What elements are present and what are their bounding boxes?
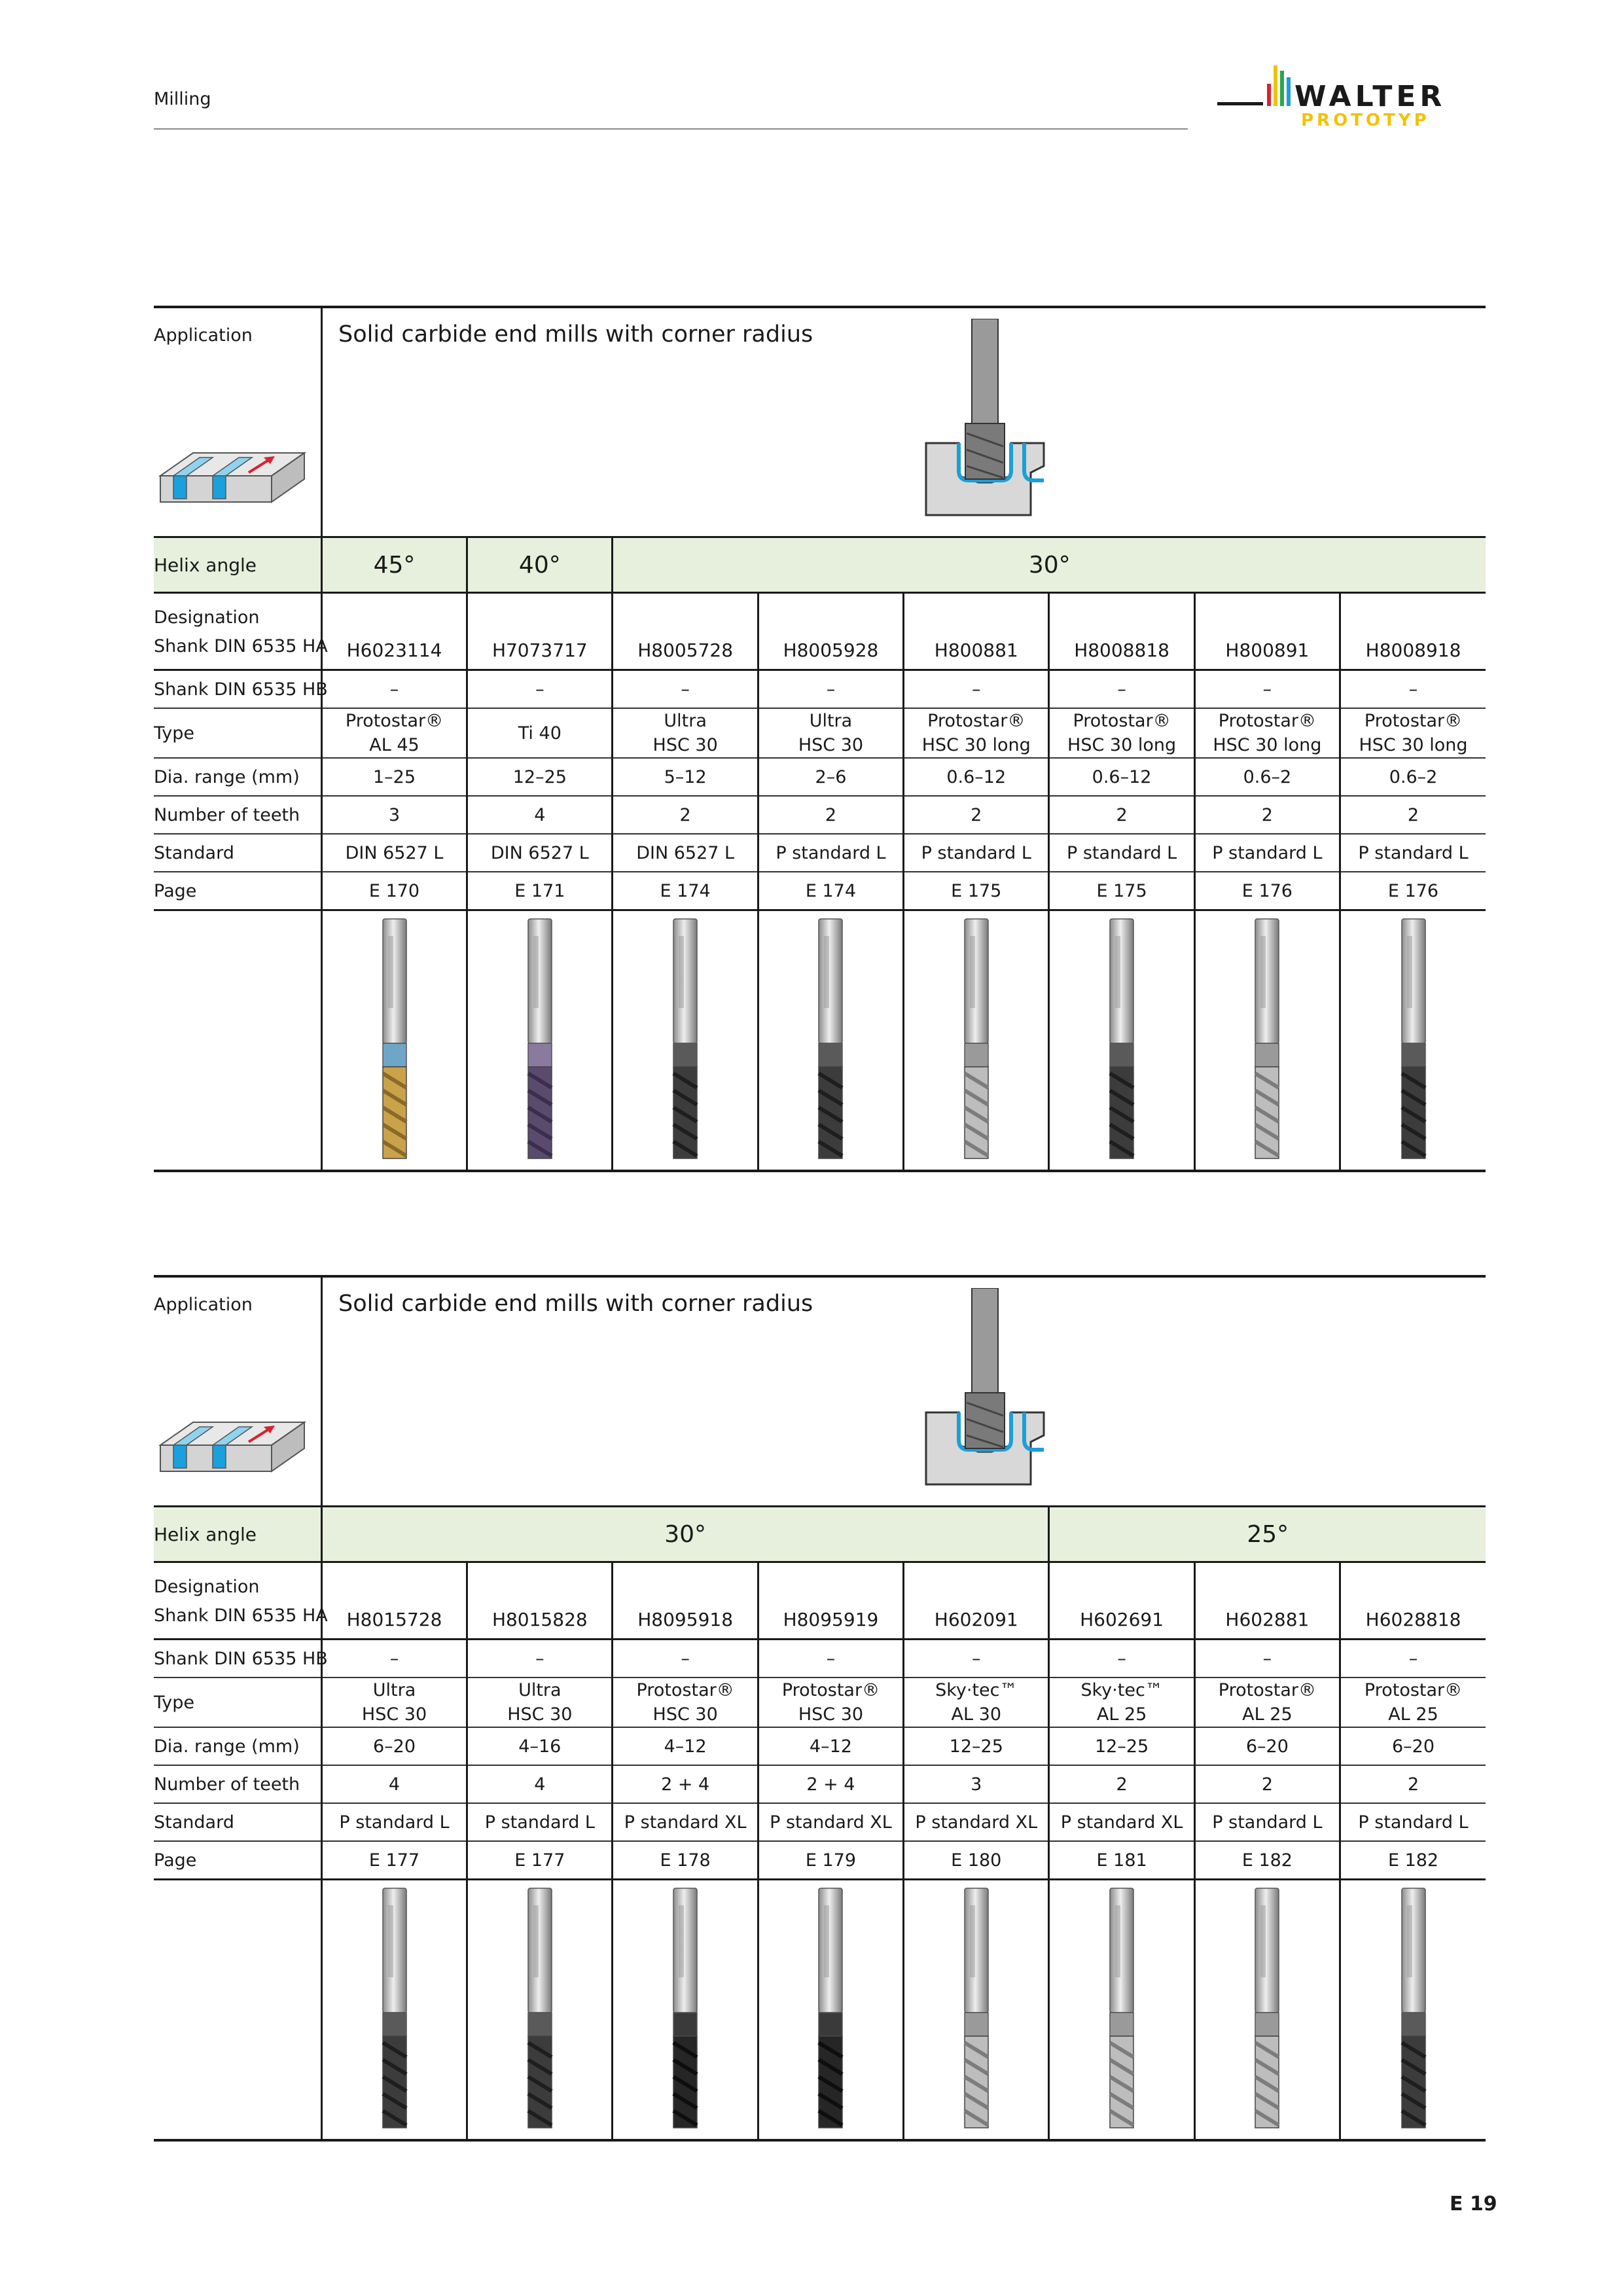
- page-link[interactable]: E 177: [321, 1841, 467, 1880]
- shank-ha-code: H602091: [904, 1562, 1049, 1640]
- shank-hb-label: Shank DIN 6535 HB: [154, 1640, 321, 1678]
- shank-hb-code: –: [904, 1640, 1049, 1678]
- end-mill-image: [514, 1886, 566, 2134]
- type-row: [154, 708, 1486, 758]
- teeth-cell: 2: [1194, 1765, 1340, 1803]
- designation-label: Designation: [154, 1577, 260, 1597]
- tool-image-row: [154, 910, 1486, 1172]
- teeth-cell: 2 + 4: [613, 1765, 758, 1803]
- application-label: Application: [154, 1295, 253, 1315]
- helix-value: 40°: [467, 537, 613, 593]
- helix-row: [154, 1507, 1486, 1562]
- shank-ha-code: H800881: [904, 593, 1049, 670]
- type-cell: Sky·tec™ AL 25: [1049, 1677, 1194, 1727]
- application-label: Application: [154, 325, 253, 346]
- type-cell: Protostar® AL 25: [1194, 1677, 1340, 1727]
- teeth-cell: 2: [904, 796, 1049, 834]
- type-cell: Sky·tec™ AL 30: [904, 1677, 1049, 1727]
- teeth-cell: 2: [1340, 1765, 1486, 1803]
- page-link[interactable]: E 182: [1340, 1841, 1486, 1880]
- helix-value: 25°: [1049, 1507, 1486, 1562]
- standard-label: Standard: [154, 834, 321, 872]
- walter-prototyp-logo: [1217, 58, 1492, 136]
- standard-cell: P standard L: [321, 1803, 467, 1841]
- page-number: E 19: [1450, 2193, 1497, 2215]
- standard-label: Standard: [154, 1803, 321, 1841]
- shank-hb-code: –: [1049, 670, 1194, 709]
- dia-cell: 4–12: [758, 1727, 903, 1765]
- teeth-cell: 2: [1049, 796, 1194, 834]
- standard-cell: P standard L: [1194, 1803, 1340, 1841]
- standard-cell: P standard L: [1340, 1803, 1486, 1841]
- standard-cell: DIN 6527 L: [321, 834, 467, 872]
- teeth-cell: 2: [1194, 796, 1340, 834]
- dia-cell: 5–12: [613, 758, 758, 796]
- page-link[interactable]: E 171: [467, 872, 613, 910]
- helix-value: 30°: [613, 537, 1486, 593]
- standard-cell: P standard L: [758, 834, 903, 872]
- helix-value: 30°: [321, 1507, 1049, 1562]
- shank-hb-row: [154, 670, 1486, 709]
- end-mill-image: [804, 916, 857, 1165]
- shank-hb-code: –: [467, 670, 613, 709]
- end-mill-image: [1387, 916, 1440, 1165]
- shank-ha-code: H602881: [1194, 1562, 1340, 1640]
- svg-text:WALTER: WALTER: [1294, 80, 1446, 113]
- type-cell: Protostar® HSC 30 long: [1194, 708, 1340, 758]
- teeth-cell: 4: [467, 1765, 613, 1803]
- page-link[interactable]: E 174: [758, 872, 903, 910]
- end-mill-image: [514, 916, 566, 1165]
- section-label: Milling: [154, 89, 211, 109]
- dia-cell: 12–25: [467, 758, 613, 796]
- type-cell: Protostar® HSC 30 long: [904, 708, 1049, 758]
- teeth-label: Number of teeth: [154, 796, 321, 834]
- page-link[interactable]: E 176: [1194, 872, 1340, 910]
- shank-hb-code: –: [1049, 1640, 1194, 1678]
- end-mill-image: [1096, 916, 1148, 1165]
- shank-hb-code: –: [467, 1640, 613, 1678]
- teeth-row: [154, 796, 1486, 834]
- shank-hb-code: –: [321, 670, 467, 709]
- page-link[interactable]: E 177: [467, 1841, 613, 1880]
- end-mill-image: [1241, 916, 1293, 1165]
- shank-ha-code: H7073717: [467, 593, 613, 670]
- type-cell: Protostar® AL 25: [1340, 1677, 1486, 1727]
- dia-cell: 4–12: [613, 1727, 758, 1765]
- standard-cell: P standard XL: [613, 1803, 758, 1841]
- standard-row: [154, 834, 1486, 872]
- shank-hb-label: Shank DIN 6535 HB: [154, 670, 321, 709]
- page-link[interactable]: E 178: [613, 1841, 758, 1880]
- end-mill-image: [659, 1886, 711, 2134]
- end-mill-image: [1241, 1886, 1293, 2134]
- shank-ha-code: H602691: [1049, 1562, 1194, 1640]
- dia-cell: 2–6: [758, 758, 903, 796]
- standard-row: [154, 1803, 1486, 1841]
- shank-hb-code: –: [904, 670, 1049, 709]
- shank-hb-code: –: [1194, 1640, 1340, 1678]
- corner-radius-cut-diagram: [919, 319, 1050, 522]
- page-label: Page: [154, 1841, 321, 1880]
- helix-value: 45°: [321, 537, 467, 593]
- standard-cell: P standard XL: [904, 1803, 1049, 1841]
- corner-radius-cut-diagram: [919, 1288, 1050, 1491]
- dia-cell: 0.6–2: [1194, 758, 1340, 796]
- standard-cell: P standard XL: [1049, 1803, 1194, 1841]
- helix-row: [154, 537, 1486, 593]
- shank-ha-code: H8095919: [758, 1562, 903, 1640]
- teeth-cell: 2 + 4: [758, 1765, 903, 1803]
- type-label: Type: [154, 1677, 321, 1727]
- shank-ha-code: H8015828: [467, 1562, 613, 1640]
- end-mill-image: [368, 916, 421, 1165]
- teeth-cell: 3: [321, 796, 467, 834]
- type-cell: Ti 40: [467, 708, 613, 758]
- shank-ha-code: H6028818: [1340, 1562, 1486, 1640]
- teeth-cell: 4: [321, 1765, 467, 1803]
- standard-cell: P standard L: [1049, 834, 1194, 872]
- standard-cell: P standard XL: [758, 1803, 903, 1841]
- teeth-cell: 2: [613, 796, 758, 834]
- dia-cell: 0.6–12: [1049, 758, 1194, 796]
- type-row: [154, 1677, 1486, 1727]
- teeth-cell: 2: [1340, 796, 1486, 834]
- dia-cell: 0.6–12: [904, 758, 1049, 796]
- end-mill-image: [368, 1886, 421, 2134]
- teeth-cell: 2: [1049, 1765, 1194, 1803]
- page-row: [154, 1841, 1486, 1880]
- end-mill-image: [950, 1886, 1003, 2134]
- dia-cell: 6–20: [1194, 1727, 1340, 1765]
- shank-hb-code: –: [758, 1640, 903, 1678]
- dia-cell: 6–20: [1340, 1727, 1486, 1765]
- shank-hb-code: –: [758, 670, 903, 709]
- designation-row: [154, 1562, 1486, 1640]
- application-title: Solid carbide end mills with corner radius: [338, 1291, 813, 1317]
- dia-cell: 6–20: [321, 1727, 467, 1765]
- dia-cell: 12–25: [904, 1727, 1049, 1765]
- shank-ha-label: Shank DIN 6535 HA: [154, 1605, 328, 1626]
- page-link[interactable]: E 182: [1194, 1841, 1340, 1880]
- page-label: Page: [154, 872, 321, 910]
- dia-row: [154, 1727, 1486, 1765]
- type-cell: Protostar® HSC 30 long: [1340, 708, 1486, 758]
- type-cell: Ultra HSC 30: [758, 708, 903, 758]
- teeth-label: Number of teeth: [154, 1765, 321, 1803]
- type-cell: Protostar® HSC 30: [613, 1677, 758, 1727]
- end-mill-image: [659, 916, 711, 1165]
- teeth-row: [154, 1765, 1486, 1803]
- shank-hb-row: [154, 1640, 1486, 1678]
- tool-image-row: [154, 1880, 1486, 2141]
- shank-ha-code: H8015728: [321, 1562, 467, 1640]
- type-cell: Ultra HSC 30: [321, 1677, 467, 1727]
- slot-milling-pictogram: [154, 437, 311, 509]
- dia-cell: 1–25: [321, 758, 467, 796]
- shank-ha-code: H8005728: [613, 593, 758, 670]
- shank-ha-code: H8005928: [758, 593, 903, 670]
- type-cell: Ultra HSC 30: [467, 1677, 613, 1727]
- type-label: Type: [154, 708, 321, 758]
- application-title: Solid carbide end mills with corner radius: [338, 321, 813, 348]
- dia-label: Dia. range (mm): [154, 758, 321, 796]
- designation-label: Designation: [154, 607, 260, 628]
- helix-label: Helix angle: [154, 537, 321, 593]
- shank-ha-label: Shank DIN 6535 HA: [154, 636, 328, 656]
- end-mill-image: [950, 916, 1003, 1165]
- shank-ha-code: H800891: [1194, 593, 1340, 670]
- slot-milling-pictogram: [154, 1406, 311, 1478]
- shank-hb-code: –: [1194, 670, 1340, 709]
- standard-cell: P standard L: [467, 1803, 613, 1841]
- spec-table-1: [154, 536, 1486, 1172]
- spec-table-2: [154, 1505, 1486, 2142]
- shank-hb-code: –: [321, 1640, 467, 1678]
- standard-cell: DIN 6527 L: [613, 834, 758, 872]
- page-link[interactable]: E 175: [1049, 872, 1194, 910]
- shank-ha-code: H6023114: [321, 593, 467, 670]
- page-link[interactable]: E 181: [1049, 1841, 1194, 1880]
- helix-label: Helix angle: [154, 1507, 321, 1562]
- standard-cell: P standard L: [1194, 834, 1340, 872]
- page-link[interactable]: E 174: [613, 872, 758, 910]
- end-mill-image: [1387, 1886, 1440, 2134]
- type-cell: Protostar® AL 45: [321, 708, 467, 758]
- page-link[interactable]: E 180: [904, 1841, 1049, 1880]
- page-link[interactable]: E 179: [758, 1841, 903, 1880]
- shank-ha-code: H8008918: [1340, 593, 1486, 670]
- page-link[interactable]: E 170: [321, 872, 467, 910]
- standard-cell: P standard L: [1340, 834, 1486, 872]
- shank-hb-code: –: [1340, 1640, 1486, 1678]
- shank-ha-code: H8008818: [1049, 593, 1194, 670]
- type-cell: Protostar® HSC 30: [758, 1677, 903, 1727]
- page-link[interactable]: E 175: [904, 872, 1049, 910]
- standard-cell: P standard L: [904, 834, 1049, 872]
- header-rule: [154, 128, 1188, 130]
- shank-hb-code: –: [1340, 670, 1486, 709]
- standard-cell: DIN 6527 L: [467, 834, 613, 872]
- end-mill-image: [1096, 1886, 1148, 2134]
- svg-text:PROTOTYP: PROTOTYP: [1301, 111, 1430, 130]
- page-link[interactable]: E 176: [1340, 872, 1486, 910]
- shank-hb-code: –: [613, 1640, 758, 1678]
- designation-row: [154, 593, 1486, 670]
- dia-cell: 4–16: [467, 1727, 613, 1765]
- dia-cell: 0.6–2: [1340, 758, 1486, 796]
- teeth-cell: 2: [758, 796, 903, 834]
- dia-label: Dia. range (mm): [154, 1727, 321, 1765]
- type-cell: Protostar® HSC 30 long: [1049, 708, 1194, 758]
- teeth-cell: 3: [904, 1765, 1049, 1803]
- end-mill-image: [804, 1886, 857, 2134]
- shank-hb-code: –: [613, 670, 758, 709]
- teeth-cell: 4: [467, 796, 613, 834]
- dia-row: [154, 758, 1486, 796]
- type-cell: Ultra HSC 30: [613, 708, 758, 758]
- dia-cell: 12–25: [1049, 1727, 1194, 1765]
- page-row: [154, 872, 1486, 910]
- shank-ha-code: H8095918: [613, 1562, 758, 1640]
